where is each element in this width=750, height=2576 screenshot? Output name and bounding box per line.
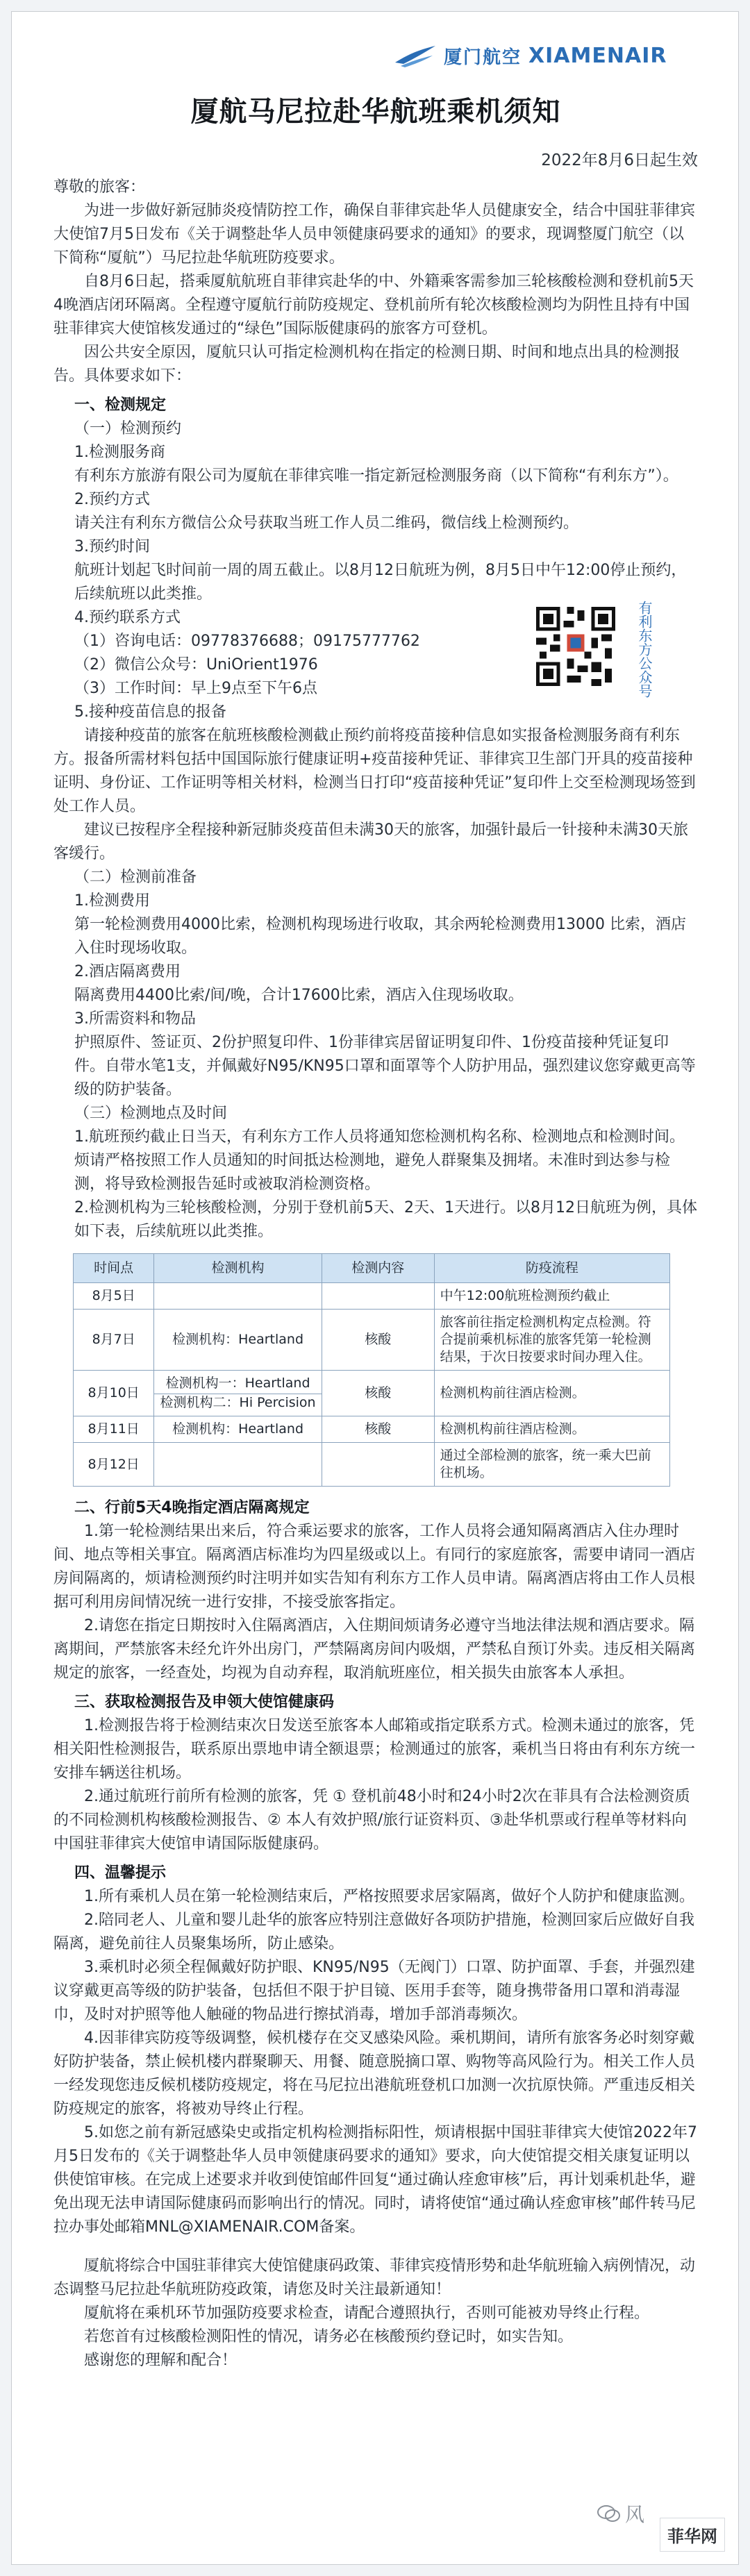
section-4-title: 四、温馨提示 (74, 1864, 167, 1882)
notice-page (11, 11, 739, 2565)
item-method-title: 2.预约方式 (74, 491, 150, 508)
closing-paragraph-1: 厦航将综合中国驻菲律宾大使馆健康码政策、菲律宾疫情形势和赴华航班输入病例情况，动态调整马尼拉赴华航班防疫政策，请您及时关注最新通知！ (53, 2257, 696, 2298)
materials-text: 护照原件、签证页、2份护照复印件、1份菲律宾居留证明复印件、1份疫苗接种凭证复印件。自带水笔1支，并佩戴好N95/KN95口罩和面罩等个人防护用品，强烈建议您穿戴更高等级的防护装备。 (74, 1034, 696, 1098)
cell-flow: 中午12:00航班检测预约截止 (434, 1283, 669, 1310)
table-row (74, 1371, 670, 1416)
test-schedule-table (73, 1253, 670, 1487)
section-4-paragraph-1: 1.所有乘机人员在第一轮检测结束后，严格按照要求居家隔离，做好个人防护和健康监测。 (84, 1888, 694, 1905)
fee-text: 第一轮检测费用4000比索，检测机构现场进行收取，其余两轮检测费用13000 比索，酒店入住时现场收取。 (74, 916, 686, 957)
section-1-sub-3: （三）检测地点及时间 (74, 1105, 228, 1122)
vaccine-paragraph-1: 请接种疫苗的旅客在航班核酸检测截止预约前将疫苗接种信息如实报备检测服务商有利东方。报备所需材料包括中国国际旅行健康证明+疫苗接种凭证、菲律宾卫生部门开具的疫苗接种证明、身份证、工作证明等相关材料，检测当日打印“疫苗接种凭证”复印件上交至检测现场签到处工作人员。 (53, 727, 696, 815)
table-row (74, 1416, 670, 1443)
qr-caption: 有利东方公众号 (636, 601, 653, 698)
intro-paragraph-3: 因公共安全原因，厦航只认可指定检测机构在指定的检测日期、时间和地点出具的检测报告。具体要求如下： (53, 344, 681, 385)
page-title: 厦航马尼拉赴华航班乘机须知 (190, 96, 561, 128)
cell-org: 检测机构：Heartland (154, 1310, 322, 1371)
col-header-org: 检测机构 (154, 1254, 322, 1283)
section-4-paragraph-2: 2.陪同老人、儿童和婴儿赴华的旅客应特别注意做好各项防护措施，检测回家后应做好自我隔离，避免前往人员聚集场所，防止感染。 (53, 1912, 694, 1952)
location-text-1: 1.航班预约截止日当天，有利东方工作人员将通知您检测机构名称、检测地点和检测时间。烦请严格按照工作人员通知的时间抵达检测地，避免人群聚集及拥堵。未准时到达参与检测，将导致检测报告延时或被取消检测资格。 (74, 1128, 685, 1193)
cell-org-line-2: 检测机构二：Hi Percision (154, 1394, 321, 1412)
cell-date: 8月11日 (74, 1416, 154, 1443)
cell-content: 核酸 (322, 1371, 434, 1416)
wechat-icon (597, 2504, 621, 2523)
intro-paragraph-2: 自8月6日起，搭乘厦航航班自菲律宾赴华的中、外籍乘客需参加三轮核酸检测和登机前5天4晚酒店闭环隔离。全程遵守厦航行前防疫规定、登机前所有轮次核酸检测均为阴性且持有中国驻菲律宾大使馆核发通过的“绿色”国际版健康码的旅客方可登机。 (53, 273, 694, 337)
cell-date: 8月7日 (74, 1310, 154, 1371)
section-4-paragraph-5: 5.如您之前有新冠感染史或指定机构检测指标阳性，烦请根据中国驻菲律宾大使馆2022年7月5日发布的《关于调整赴华人员申领健康码要求的通知》要求，向大使馆提交相关康复证明以供使馆审核。在完成上述要求并收到使馆邮件回复“通过确认痊愈审核”后，再计划乘机赴华，避免出现无法申请国际健康码而影响出行的情况。同时，请将使馆“通过确认痊愈审核”邮件转马尼拉办事处邮箱MNL@XIAMENAIR.COM备案。 (53, 2124, 697, 2236)
contact-phone: （1）咨询电话：09778376688；09175777762 (74, 633, 420, 650)
cell-org-line-1: 检测机构一：Heartland (165, 1375, 310, 1391)
section-3-paragraph-2: 2.通过航班行前所有检测的旅客，凭 ① 登机前48小时和24小时2次在菲具有合法检测资质的不同检测机构核酸检测报告、② 本人有效护照/旅行证资料页、③赴华机票或行程单等材料向中国驻菲律宾大使馆申请国际版健康码。 (53, 1788, 690, 1852)
wechat-qr-code-icon[interactable] (533, 603, 619, 689)
materials-title: 3.所需资料和物品 (74, 1010, 196, 1028)
section-2-paragraph-1: 1.第一轮检测结果出来后，符合乘运要求的旅客，工作人员将会通知隔离酒店入住办理时间、地点等相关事宜。隔离酒店标准均为四星级或以上。有同行的家庭旅客，需要申请同一酒店房间隔离的，烦请检测预约时注明并如实告知有利东方工作人员申请。隔离酒店将由工作人员根据可利用房间情况统一进行安排，不接受旅客指定。 (53, 1523, 696, 1611)
cell-flow: 旅客前往指定检测机构定点检测。符合提前乘机标准的旅客凭第一轮检测结果，于次日按要求时间办理入住。 (434, 1310, 669, 1371)
egret-icon (394, 43, 437, 68)
cell-date: 8月5日 (74, 1283, 154, 1310)
hotel-fee-title: 2.酒店隔离费用 (74, 963, 181, 980)
section-3-paragraph-1: 1.检测报告将于检测结束次日发送至旅客本人邮箱或指定联系方式。检测未通过的旅客，凭相关阳性检测报告，联系原出票地申请全额退票；检测通过的旅客，乘机当日将由有利东方统一安排车辆送往机场。 (53, 1717, 696, 1782)
cell-flow: 检测机构前往酒店检测。 (434, 1371, 669, 1416)
cell-flow: 通过全部检测的旅客，统一乘大巴前往机场。 (434, 1443, 669, 1487)
cell-org (154, 1443, 322, 1487)
closing-paragraph-4: 感谢您的理解和配合！ (84, 2352, 238, 2369)
logo-en-text: XIAMENAIR (528, 43, 667, 68)
cell-org (154, 1371, 322, 1416)
cell-date: 8月10日 (74, 1371, 154, 1416)
col-header-content: 检测内容 (322, 1254, 434, 1283)
vaccine-paragraph-2: 建议已按程序全程接种新冠肺炎疫苗但未满30天的旅客，加强针最后一针接种未满30天旅客缓行。 (53, 821, 688, 862)
item-time-text: 航班计划起飞时间前一周的周五截止。以8月12日航班为例，8月5日中午12:00停止预约，后续航班以此类推。 (74, 562, 687, 603)
table-row (74, 1443, 670, 1487)
greeting: 尊敬的旅客： (53, 178, 146, 196)
table-row (74, 1283, 670, 1310)
notice-body (53, 176, 698, 2373)
contact-hours: （3）工作时间：早上9点至下午6点 (74, 680, 317, 697)
cell-flow: 检测机构前往酒店检测。 (434, 1416, 669, 1443)
closing-paragraph-3: 若您首有过核酸检测阳性的情况，请务必在核酸预约登记时，如实告知。 (84, 2328, 574, 2345)
cell-content: 核酸 (322, 1416, 434, 1443)
section-4-paragraph-3: 3.乘机时必须全程佩戴好防护眼、KN95/N95（无阀门）口罩、防护面罩、手套，并强烈建议穿戴更高等级的防护装备，包括但不限于护目镜、医用手套等，随身携带备用口罩和消毒湿巾，及时对护照等他人触碰的物品进行擦拭消毒，增加手部消毒频次。 (53, 1959, 695, 2023)
effective-date: 2022年8月6日起生效 (541, 151, 698, 169)
closing-paragraph-2: 厦航将在乘机环节加强防疫要求检查，请配合遵照执行，否则可能被劝导终止行程。 (84, 2305, 650, 2322)
cell-date: 8月12日 (74, 1443, 154, 1487)
watermark-text: 风 (625, 2503, 645, 2526)
item-provider-text: 有利东方旅游有限公司为厦航在菲律宾唯一指定新冠检测服务商（以下简称“有利东方”）。 (74, 467, 678, 485)
hotel-fee-text: 隔离费用4400比索/间/晚，合计17600比索，酒店入住现场收取。 (74, 987, 524, 1004)
cell-content (322, 1283, 434, 1310)
site-badge: 菲华网 (660, 2518, 725, 2552)
section-4-paragraph-4: 4.因菲律宾防疫等级调整，候机楼存在交叉感染风险。乘机期间，请所有旅客务必时刻穿戴好防护装备，禁止候机楼内群聚聊天、用餐、随意脱摘口罩、购物等高风险行为。相关工作人员一经发现您违反候机楼防疫规定，将在马尼拉出港航班登机口加测一次抗原快筛。严重违反相关防疫规定的旅客，将被劝导终止行程。 (53, 2030, 696, 2118)
section-1-sub-1: （一）检测预约 (74, 420, 182, 437)
item-vaccine-title: 5.接种疫苗信息的报备 (74, 703, 226, 721)
item-contact-title: 4.预约联系方式 (74, 609, 181, 626)
cell-org: 检测机构：Heartland (154, 1416, 322, 1443)
item-method-text: 请关注有利东方微信公众号获取当班工作人员二维码，微信线上检测预约。 (74, 515, 579, 532)
cell-org (154, 1283, 322, 1310)
table-header-row (74, 1254, 670, 1283)
logo-cn-text: 厦门航空 (444, 47, 522, 68)
col-header-time: 时间点 (74, 1254, 154, 1283)
section-1-title: 一、检测规定 (74, 396, 167, 414)
section-2-paragraph-2: 2.请您在指定日期按时入住隔离酒店，入住期间烦请务必遵守当地法律法规和酒店要求。隔离期间，严禁旅客未经允许外出房门，严禁隔离房间内吸烟，严禁私自预订外卖。违反相关隔离规定的旅客，一经查处，均视为自动弃程，取消航班座位，相关损失由旅客本人承担。 (53, 1617, 696, 1682)
col-header-flow: 防疫流程 (434, 1254, 669, 1283)
wechat-watermark (597, 2500, 644, 2527)
section-2-title: 二、行前5天4晚指定酒店隔离规定 (74, 1499, 310, 1516)
location-text-2: 2.检测机构为三轮核酸检测，分别于登机前5天、2天、1天进行。以8月12日航班为例，具体如下表，后续航班以此类推。 (74, 1199, 697, 1240)
table-row (74, 1310, 670, 1371)
intro-paragraph-1: 为进一步做好新冠肺炎疫情防控工作，确保自菲律宾赴华人员健康安全，结合中国驻菲律宾大使馆7月5日发布《关于调整赴华人员申领健康码要求的通知》的要求，现调整厦门航空（以下简称“厦航”）马尼拉赴华航班防疫要求。 (53, 202, 696, 267)
contact-wechat: （2）微信公众号：UniOrient1976 (74, 656, 318, 674)
cell-content (322, 1443, 434, 1487)
item-time-title: 3.预约时间 (74, 538, 150, 555)
section-1-sub-2: （二）检测前准备 (74, 869, 197, 886)
contact-block (53, 601, 698, 701)
section-3-title: 三、获取检测报告及申领大使馆健康码 (74, 1693, 335, 1711)
fee-title: 1.检测费用 (74, 892, 150, 910)
xiamenair-logo (394, 38, 713, 73)
cell-content: 核酸 (322, 1310, 434, 1371)
item-provider-title: 1.检测服务商 (74, 444, 165, 461)
